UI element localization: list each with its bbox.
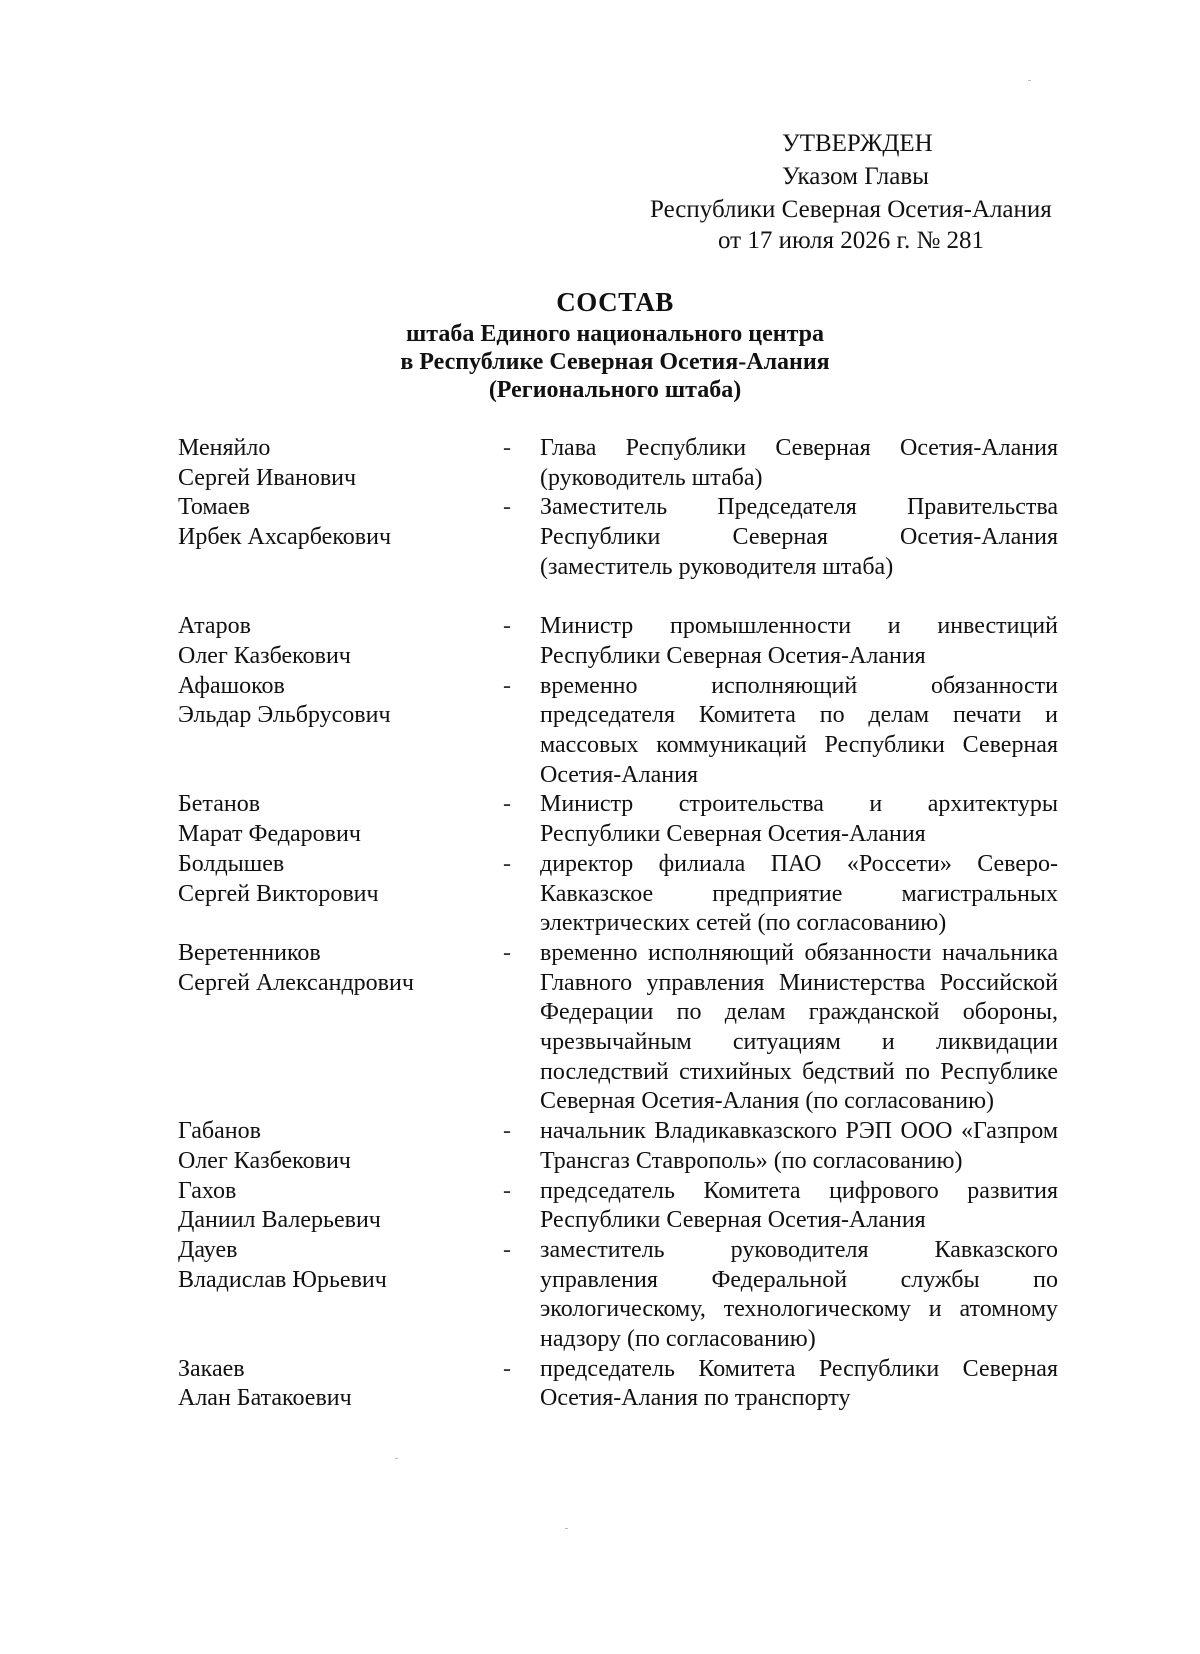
member-dash: - — [503, 1236, 511, 1263]
member-dash: - — [503, 613, 511, 640]
member-role: Заместитель Председателя Правительства Республики Северная Осетия-Алания (заместитель руководителя штаба) — [540, 494, 1058, 580]
member-given-names: Олег Казбекович — [178, 642, 351, 669]
member-given-names: Сергей Александрович — [178, 969, 414, 996]
member-dash: - — [503, 939, 511, 966]
member-given-names: Эльдар Эльбрусович — [178, 702, 391, 729]
member-name — [178, 1236, 503, 1295]
member-name — [178, 493, 503, 552]
member-name — [178, 790, 503, 849]
member-given-names: Сергей Викторович — [178, 880, 379, 907]
entry-spacer — [178, 583, 1070, 613]
scan-speck — [395, 1458, 398, 1459]
member-entry — [178, 850, 1070, 939]
member-dash: - — [503, 672, 511, 699]
member-surname: Дауев — [178, 1236, 238, 1263]
member-role: заместитель руководителя Кавказского управления Федеральной службы по экологическому, технологическому и атомному надзору (по согласованию) — [540, 1236, 1058, 1353]
member-given-names: Даниил Валерьевич — [178, 1207, 381, 1234]
member-entry — [178, 1177, 1070, 1236]
member-entry — [178, 1355, 1070, 1414]
member-role: Министр промышленности и инвестиций Республики Северная Осетия-Алания — [540, 613, 1058, 669]
member-surname: Томаев — [178, 494, 251, 521]
member-surname: Габанов — [178, 1118, 261, 1145]
approval-authority: Указом Главы — [782, 163, 929, 190]
member-given-names: Алан Батакоевич — [178, 1385, 352, 1412]
member-name — [178, 672, 503, 731]
member-entry — [178, 434, 1070, 493]
member-dash: - — [503, 791, 511, 818]
scan-speck — [565, 1528, 568, 1529]
member-name — [178, 612, 503, 671]
member-role: председатель Комитета Республики Северная Осетия-Алания по транспорту — [540, 1355, 1058, 1412]
approval-heading: УТВЕРЖДЕН — [782, 130, 933, 157]
title-line-3: в Республике Северная Осетия-Алания — [400, 349, 830, 375]
member-role: директор филиала ПАО «Россети» Северо-Кавказское предприятие магистральных электрических сетей (по согласованию) — [540, 850, 1058, 937]
member-entry — [178, 1236, 1070, 1355]
member-name — [178, 1177, 503, 1236]
member-entry — [178, 612, 1070, 671]
approval-date-number: от 17 июля 2026 г. № 281 — [718, 227, 985, 254]
member-surname: Меняйло — [178, 435, 271, 461]
member-surname: Гахов — [178, 1177, 237, 1204]
member-entry — [178, 672, 1070, 791]
member-role: временно исполняющий обязанности начальника Главного управления Министерства Российской Федерации по делам гражданской обороны, чрезвычайным ситуациям и ликвидации последствий стихийных бедствий по Республике Северная Осетия-Алания (по согласованию) — [540, 939, 1058, 1115]
member-given-names: Ирбек Ахсарбекович — [178, 524, 392, 551]
member-given-names: Марат Федарович — [178, 821, 361, 848]
member-role: председатель Комитета цифрового развития Республики Северная Осетия-Алания — [540, 1177, 1058, 1234]
member-entry — [178, 790, 1070, 849]
members-list — [178, 434, 1070, 1414]
member-surname: Болдышев — [178, 850, 285, 877]
member-dash: - — [503, 435, 511, 461]
member-role: временно исполняющий обязанности председателя Комитета по делам печати и массовых коммуникаций Республики Северная Осетия-Алания — [540, 672, 1058, 788]
member-name — [178, 434, 503, 493]
member-name — [178, 939, 503, 998]
member-surname: Бетанов — [178, 791, 261, 818]
member-surname: Веретенников — [178, 939, 321, 966]
member-entry — [178, 493, 1070, 582]
document-title — [0, 284, 1200, 404]
member-given-names: Сергей Иванович — [178, 464, 357, 491]
member-dash: - — [503, 1177, 511, 1204]
member-name — [178, 1117, 503, 1176]
member-entry — [178, 1117, 1070, 1176]
approval-republic: Республики Северная Осетия-Алания — [650, 196, 1052, 223]
member-dash: - — [503, 1118, 511, 1145]
member-surname: Атаров — [178, 613, 251, 640]
member-dash: - — [503, 1355, 511, 1382]
member-given-names: Владислав Юрьевич — [178, 1266, 387, 1293]
member-name — [178, 1355, 503, 1414]
scan-speck — [1028, 80, 1031, 81]
member-role: Министр строительства и архитектуры Республики Северная Осетия-Алания — [540, 791, 1058, 848]
title-main: СОСТАВ — [556, 287, 674, 317]
title-line-2: штаба Единого национального центра — [406, 321, 824, 347]
member-entry — [178, 939, 1070, 1117]
title-line-4: (Регионального штаба) — [488, 377, 742, 403]
member-role: Глава Республики Северная Осетия-Алания (руководитель штаба) — [540, 435, 1058, 491]
member-role: начальник Владикавказского РЭП ООО «Газпром Трансгаз Ставрополь» (по согласованию) — [540, 1118, 1058, 1174]
member-dash: - — [503, 850, 511, 877]
member-name — [178, 850, 503, 909]
member-given-names: Олег Казбекович — [178, 1147, 351, 1174]
member-surname: Закаев — [178, 1355, 245, 1382]
member-surname: Афашоков — [178, 672, 285, 699]
member-dash: - — [503, 494, 511, 521]
